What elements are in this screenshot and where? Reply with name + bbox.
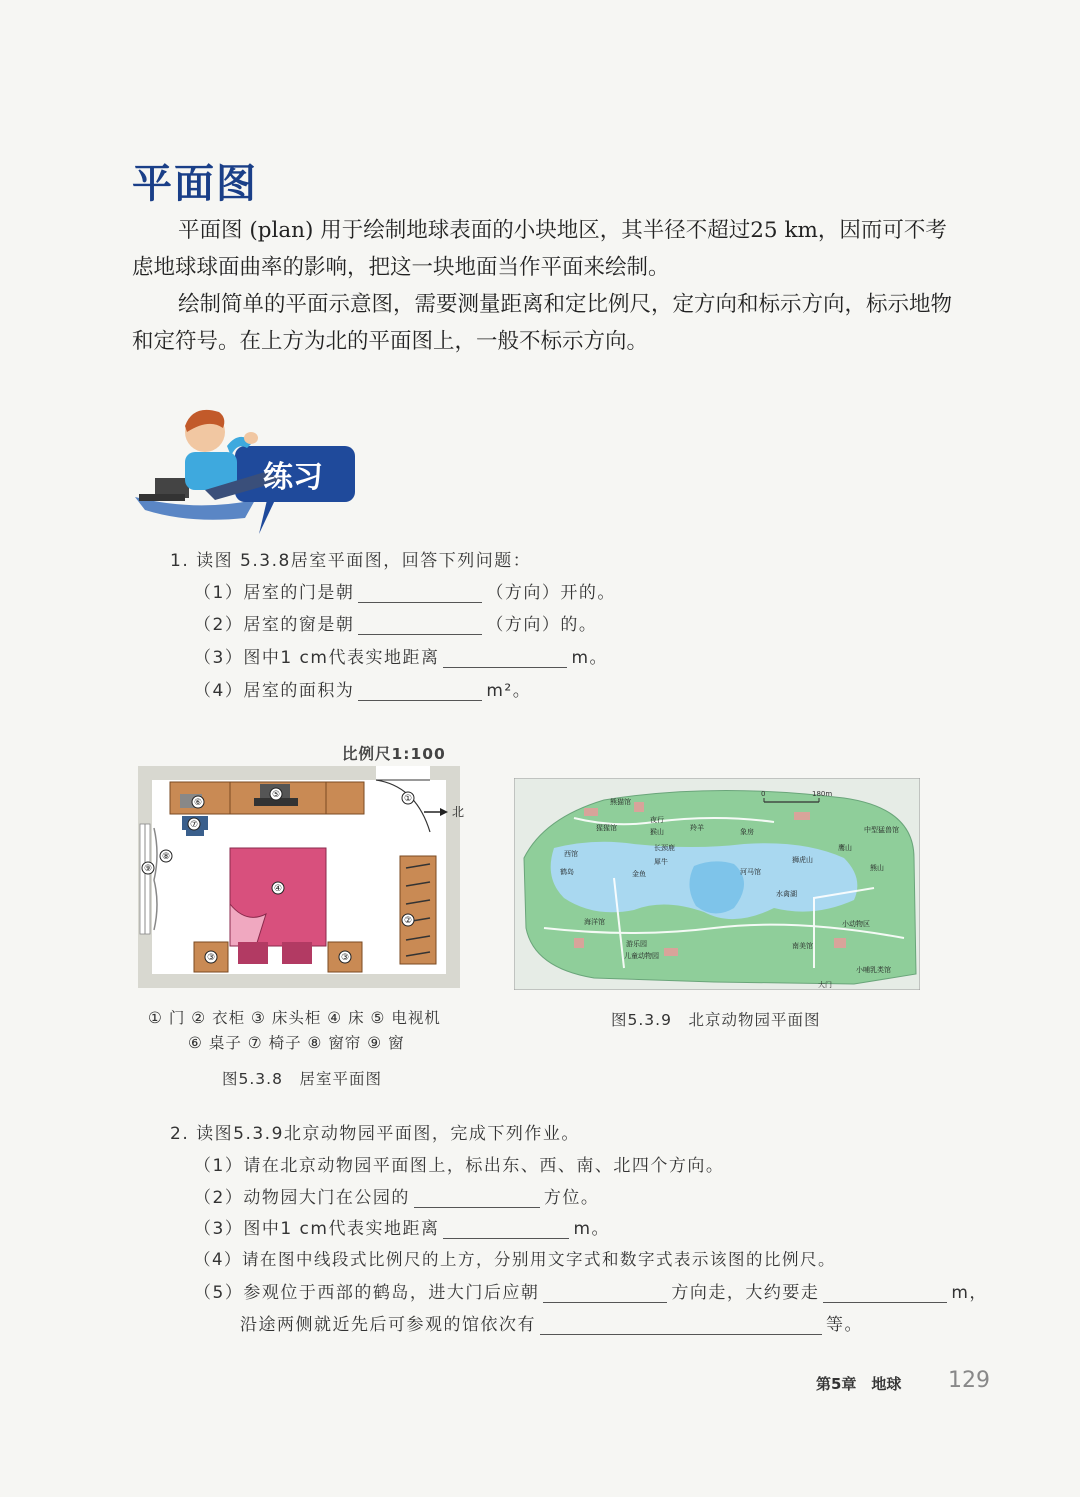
q1-4-text: （4）居室的面积为 bbox=[194, 681, 355, 701]
map-label: 小哺乳类馆 bbox=[856, 966, 891, 974]
map-label: 猩猩馆 bbox=[596, 824, 617, 832]
map-label: 海洋馆 bbox=[584, 918, 605, 926]
north-label: 北 bbox=[452, 805, 465, 819]
chair-marker: ⑦ bbox=[189, 820, 199, 830]
page-number: 129 bbox=[948, 1368, 990, 1393]
map-label: 象房 bbox=[740, 828, 754, 836]
map-label: 鹤岛 bbox=[560, 868, 574, 876]
door-marker: ① bbox=[403, 794, 413, 804]
map-label: 夜行 bbox=[650, 816, 664, 824]
q2-5-unit: m， bbox=[951, 1283, 988, 1303]
map-label: 南美馆 bbox=[792, 942, 813, 950]
nightstand-marker-right: ③ bbox=[340, 953, 350, 963]
map-label: 犀牛 bbox=[654, 858, 668, 866]
q1-2-text: （2）居室的窗是朝 bbox=[194, 615, 355, 635]
q2-5-text: （5）参观位于西部的鹤岛，进大门后应朝 bbox=[194, 1283, 540, 1303]
question-1-item-3 bbox=[194, 643, 608, 668]
question-2-item-5 bbox=[194, 1278, 988, 1303]
room-legend-line-2: ⑥ 桌子 ⑦ 椅子 ⑧ 窗帘 ⑨ 窗 bbox=[188, 1034, 405, 1052]
question-1-item-4 bbox=[194, 676, 531, 701]
map-label: 鹰山 bbox=[838, 844, 852, 852]
chapter-label: 第5章 地球 bbox=[816, 1375, 902, 1393]
q1-4-suffix: m²。 bbox=[486, 681, 532, 701]
question-2-item-5-cont bbox=[240, 1310, 863, 1335]
answer-blank[interactable] bbox=[443, 649, 567, 668]
q2-3-text: （3）图中1 cm代表实地距离 bbox=[194, 1219, 440, 1239]
wardrobe-marker: ② bbox=[403, 916, 413, 926]
map-label: 长颈鹿 bbox=[654, 844, 675, 852]
question-2-item-4: （4）请在图中线段式比例尺的上方，分别用文字式和数字式表示该图的比例尺。 bbox=[194, 1250, 836, 1269]
answer-blank[interactable] bbox=[414, 1189, 540, 1208]
q2-2-suffix: 方位。 bbox=[543, 1188, 600, 1208]
map-label: 羚羊 bbox=[690, 824, 704, 832]
q2-3-suffix: m。 bbox=[573, 1219, 611, 1239]
q1-1-text: （1）居室的门是朝 bbox=[194, 583, 355, 603]
room-figure-caption: 图5.3.8 居室平面图 bbox=[222, 1070, 382, 1088]
question-1-stem: 1. 读图 5.3.8居室平面图，回答下列问题： bbox=[170, 551, 532, 571]
intro-paragraph-2: 绘制简单的平面示意图，需要测量距离和定比例尺，定方向和标示方向，标示地物和定符号。在上方为北的平面图上，一般不标示方向。 bbox=[132, 292, 953, 354]
desk-marker: ⑥ bbox=[193, 798, 203, 808]
tv-marker: ⑤ bbox=[271, 790, 281, 800]
room-scale-label: 比例尺1:100 bbox=[342, 745, 446, 763]
answer-blank[interactable] bbox=[543, 1284, 667, 1303]
map-label: 河马馆 bbox=[740, 868, 761, 876]
room-legend-line-1: ① 门 ② 衣柜 ③ 床头柜 ④ 床 ⑤ 电视机 bbox=[148, 1009, 441, 1027]
map-label: 猴山 bbox=[650, 828, 664, 836]
map-scale-end: 180m bbox=[812, 790, 833, 798]
q2-5-suffix: 等。 bbox=[826, 1315, 863, 1335]
q1-1-suffix: （方向）开的。 bbox=[486, 583, 616, 603]
intro-paragraph-1: 平面图 (plan) 用于绘制地球表面的小块地区，其半径不超过25 km，因而可不考虑地球球面曲率的影响，把这一块地面当作平面来绘制。 bbox=[132, 218, 947, 280]
map-label: 西馆 bbox=[564, 850, 578, 858]
exercise-badge bbox=[135, 402, 365, 542]
answer-blank[interactable] bbox=[358, 584, 482, 603]
bed-marker: ④ bbox=[273, 884, 283, 894]
answer-blank[interactable] bbox=[443, 1220, 569, 1239]
question-2-stem: 2. 读图5.3.9北京动物园平面图，完成下列作业。 bbox=[170, 1124, 580, 1144]
map-label: 小动物区 bbox=[842, 920, 870, 928]
q2-5-text-3: 沿途两侧就近先后可参观的馆依次有 bbox=[240, 1315, 536, 1335]
map-label: 中型猛兽馆 bbox=[864, 826, 899, 834]
q1-3-suffix: m。 bbox=[571, 648, 609, 668]
room-plan-figure bbox=[136, 764, 466, 992]
map-label: 水禽湖 bbox=[776, 890, 797, 898]
answer-blank[interactable] bbox=[540, 1316, 822, 1335]
exercise-label: 练习 bbox=[263, 460, 323, 495]
section-title: 平面图 bbox=[132, 161, 258, 207]
map-label: 金鱼 bbox=[632, 870, 646, 878]
student-laptop-illustration bbox=[135, 402, 365, 542]
zoo-figure-caption: 图5.3.9 北京动物园平面图 bbox=[611, 1011, 821, 1029]
map-label: 熊山 bbox=[870, 864, 884, 872]
question-2-item-3 bbox=[194, 1214, 610, 1239]
map-label: 游乐园 bbox=[626, 940, 647, 948]
answer-blank[interactable] bbox=[823, 1284, 947, 1303]
map-scale-zero: 0 bbox=[761, 790, 766, 798]
map-label: 大门 bbox=[818, 981, 832, 989]
q1-2-suffix: （方向）的。 bbox=[486, 615, 598, 635]
question-2-item-1: （1）请在北京动物园平面图上，标出东、西、南、北四个方向。 bbox=[194, 1156, 725, 1176]
question-1-item-2 bbox=[194, 610, 597, 635]
q2-5-text-2: 方向走，大约要走 bbox=[671, 1283, 820, 1303]
q2-2-text: （2）动物园大门在公园的 bbox=[194, 1188, 410, 1208]
curtain-marker: ⑧ bbox=[161, 852, 171, 862]
question-1-item-1 bbox=[194, 578, 616, 603]
zoo-map-figure bbox=[514, 778, 920, 990]
answer-blank[interactable] bbox=[358, 682, 482, 701]
nightstand-marker-left: ③ bbox=[206, 953, 216, 963]
map-label: 儿童动物园 bbox=[624, 952, 659, 960]
question-2-item-2 bbox=[194, 1183, 599, 1208]
q1-3-text: （3）图中1 cm代表实地距离 bbox=[194, 648, 440, 668]
window-marker: ⑨ bbox=[143, 864, 153, 874]
answer-blank[interactable] bbox=[358, 616, 482, 635]
map-label: 狮虎山 bbox=[792, 856, 813, 864]
map-label: 熊猫馆 bbox=[610, 798, 631, 806]
intro-text bbox=[132, 212, 962, 360]
